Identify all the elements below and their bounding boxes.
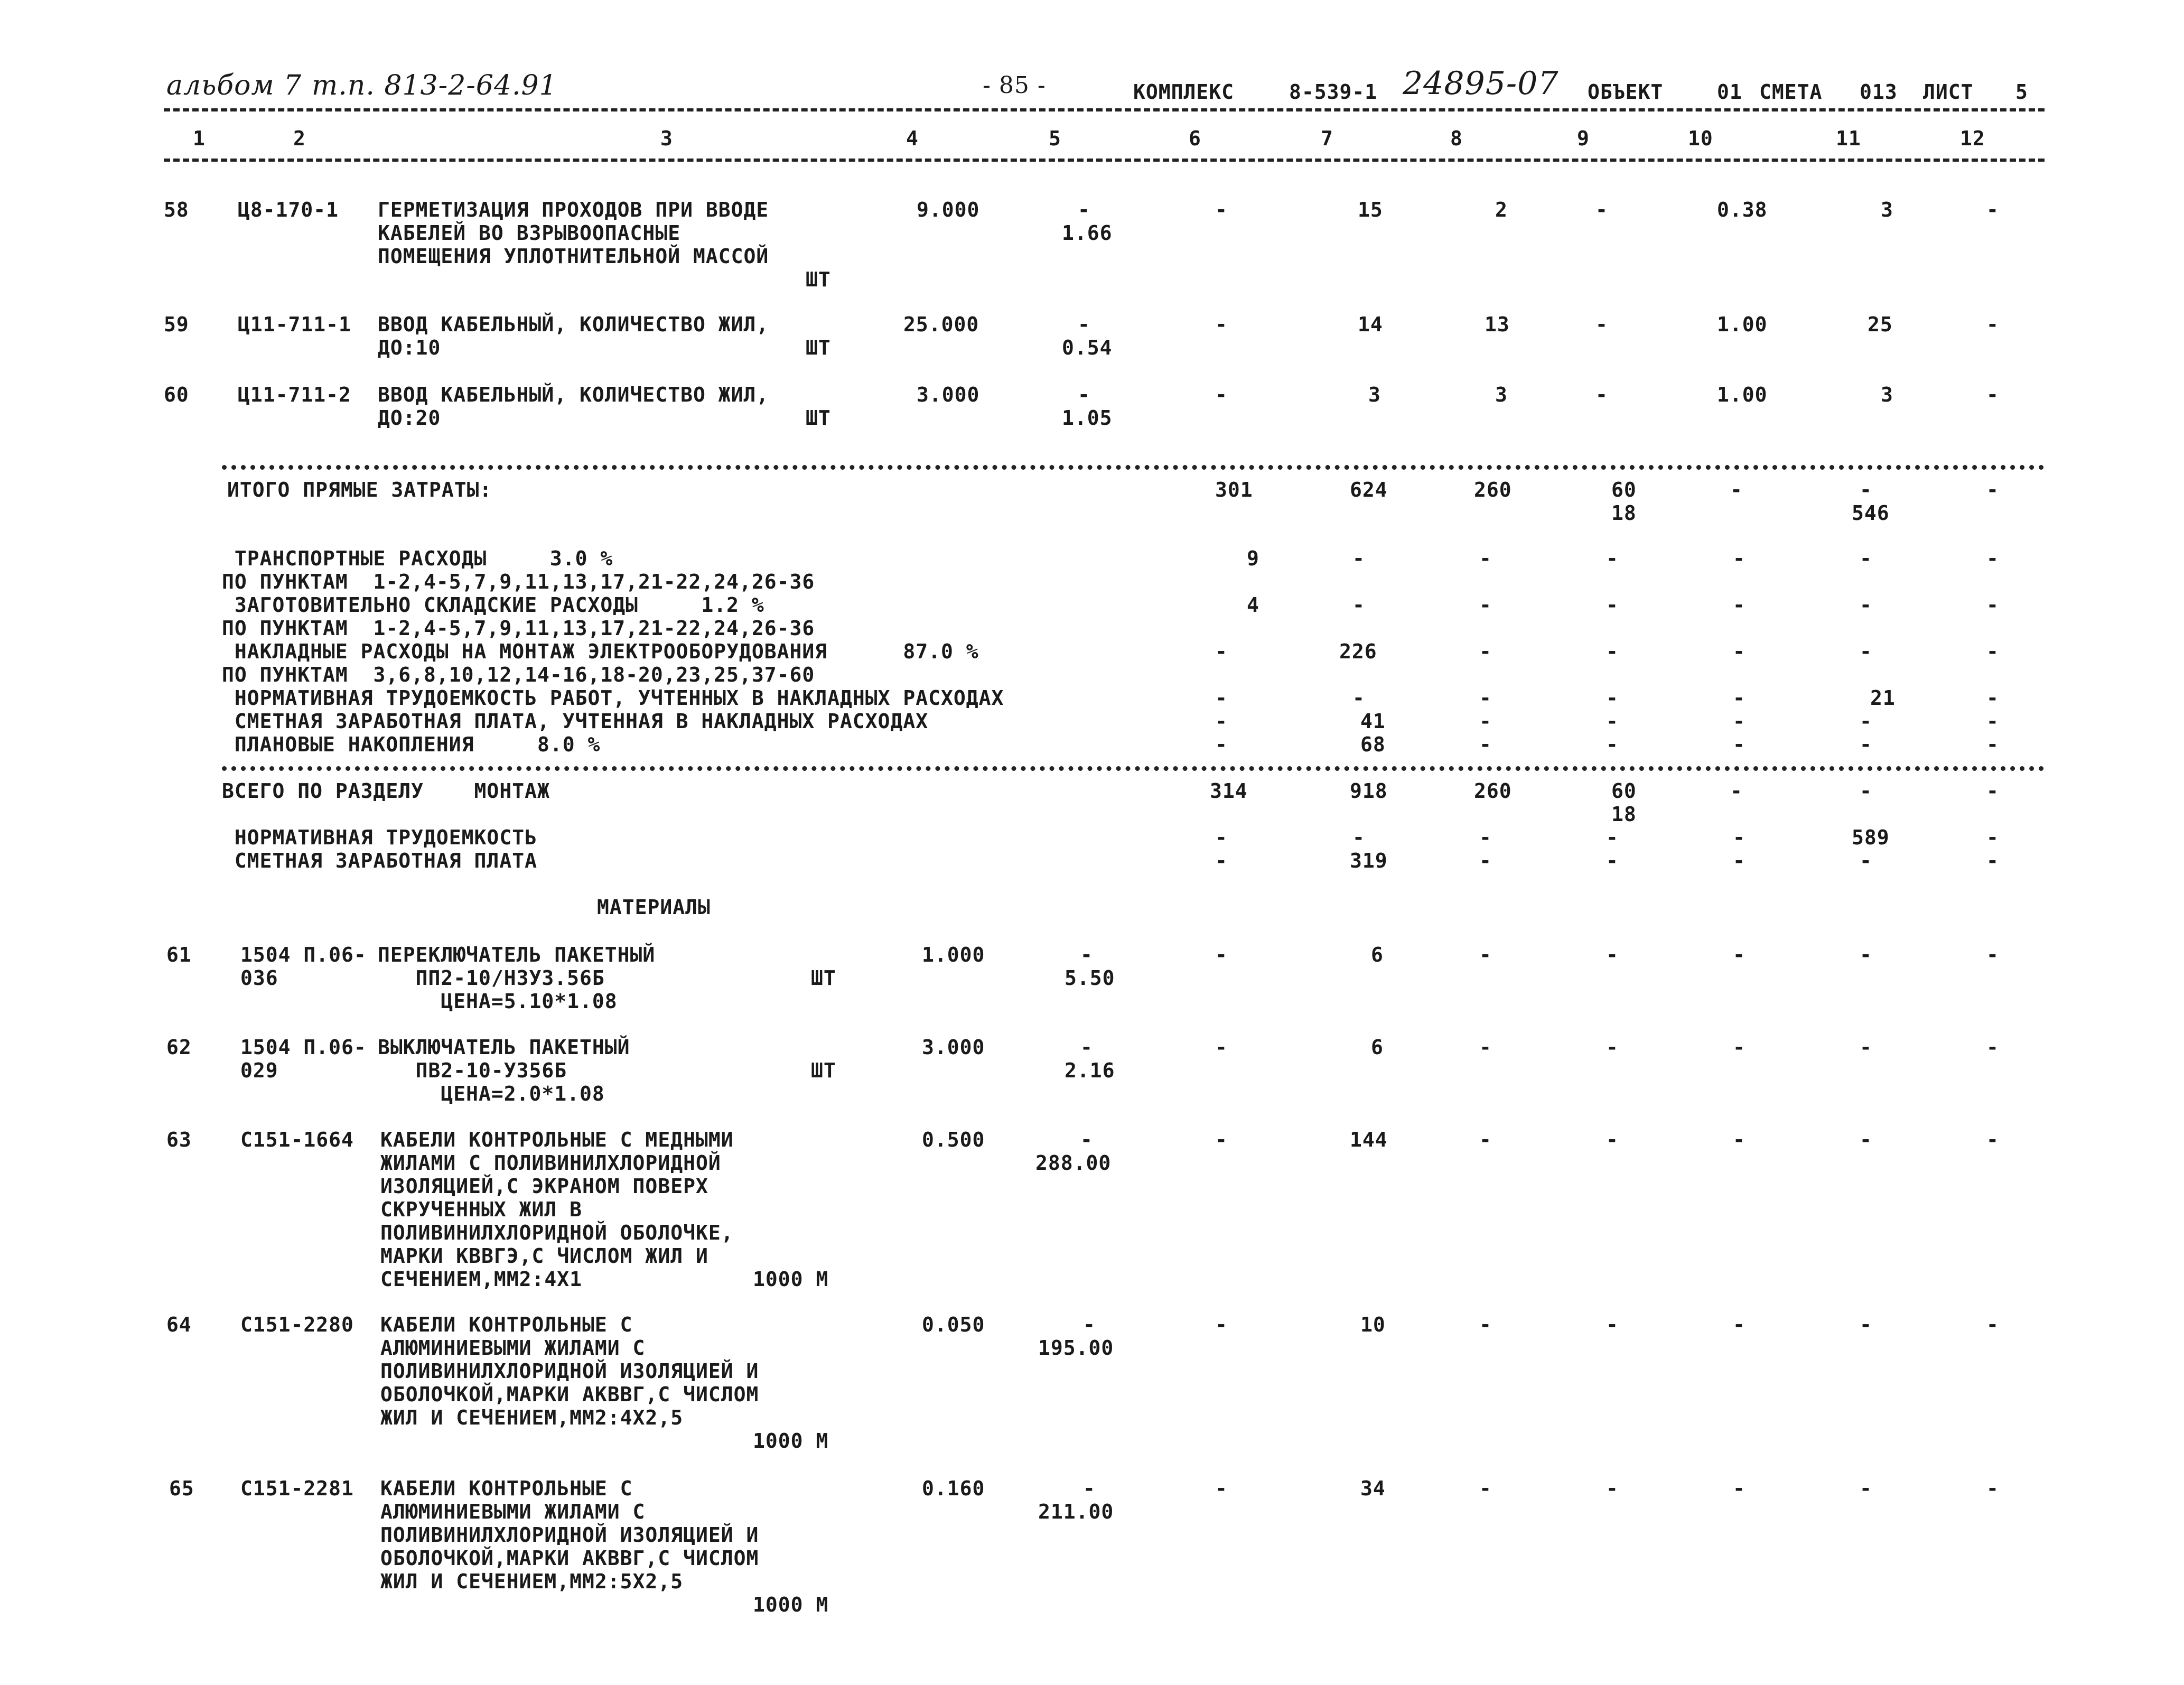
tp-number: т.п. 813-2-64.91: [312, 70, 557, 101]
row-unit: ШТ: [806, 406, 831, 430]
col-11: 11: [1836, 127, 1861, 150]
row-c7: 3: [1368, 383, 1381, 406]
complex-number: 24895-07: [1403, 65, 1559, 102]
row-c8: 13: [1485, 313, 1510, 336]
vsego-c12: -: [1986, 779, 1999, 803]
row-c5: -: [1083, 1477, 1096, 1500]
header-rule-top: [164, 108, 2045, 111]
row-code: Ц11-711-1: [238, 313, 351, 336]
overhead-c6: -: [1215, 686, 1228, 710]
row-code: 1504 П.06-: [240, 943, 367, 966]
overhead-c9: -: [1606, 733, 1619, 756]
album-label: альбом 7: [166, 70, 302, 101]
col-1: 1: [193, 127, 206, 150]
row-c5: 211.00: [1038, 1500, 1114, 1523]
row-number: 65: [169, 1477, 194, 1500]
overhead-c6: 9: [1247, 547, 1259, 570]
itogo-c8: 260: [1474, 478, 1512, 501]
overhead-c7: -: [1352, 686, 1365, 710]
vsego-c11: -: [1860, 779, 1872, 803]
row-c6: -: [1215, 313, 1228, 336]
overhead-c8: -: [1479, 640, 1492, 663]
row-desc: КАБЕЛИ КОНТРОЛЬНЫЕ С: [380, 1313, 633, 1336]
col-6: 6: [1189, 127, 1201, 150]
row-c6: -: [1215, 1128, 1228, 1151]
overhead-c11: -: [1860, 593, 1872, 617]
row-code: 036: [240, 966, 278, 990]
row-c11: 25: [1868, 313, 1893, 336]
row-c10: -: [1733, 1036, 1746, 1059]
row-c5: 2.16: [1065, 1059, 1115, 1082]
overhead-c11: -: [1860, 640, 1872, 663]
overhead-c12: -: [1986, 547, 1999, 570]
vsego-c9: 60: [1611, 779, 1637, 803]
row-c6: -: [1215, 1477, 1228, 1500]
overhead-c10: -: [1733, 686, 1746, 710]
row-unit: ШТ: [811, 1059, 836, 1082]
overhead-c9: -: [1606, 710, 1619, 733]
row-qty: 0.050: [922, 1313, 985, 1336]
complex-label: КОМПЛЕКС: [1133, 80, 1235, 104]
col-9: 9: [1577, 127, 1590, 150]
row-c8: -: [1479, 1313, 1492, 1336]
zp-label: СМЕТНАЯ ЗАРАБОТНАЯ ПЛАТА: [222, 849, 537, 872]
row-number: 60: [164, 383, 189, 406]
object-number: 01: [1717, 80, 1742, 104]
row-c11: -: [1860, 1128, 1872, 1151]
overhead-c9: -: [1606, 686, 1619, 710]
itogo-c11: 546: [1852, 501, 1890, 525]
row-qty: 3.000: [922, 1036, 985, 1059]
row-c9: -: [1606, 1313, 1619, 1336]
vsego-label: ВСЕГО ПО РАЗДЕЛУ МОНТАЖ: [222, 779, 550, 803]
row-code: С151-2280: [240, 1313, 354, 1336]
overhead-c8: -: [1479, 686, 1492, 710]
norm-c6: -: [1215, 826, 1228, 849]
itogo-c6: 301: [1215, 478, 1253, 501]
row-c7: 14: [1358, 313, 1383, 336]
overhead-c6: -: [1215, 640, 1228, 663]
norm-c8: -: [1479, 826, 1492, 849]
zp-c7: 319: [1350, 849, 1388, 872]
row-desc: КАБЕЛЕЙ ВО ВЗРЫВООПАСНЫЕ: [378, 221, 681, 245]
zp-c6: -: [1215, 849, 1228, 872]
row-c10: -: [1733, 1128, 1746, 1151]
col-3: 3: [660, 127, 673, 150]
row-c8: 3: [1495, 383, 1508, 406]
row-c6: -: [1215, 943, 1228, 966]
materials-heading: МАТЕРИАЛЫ: [597, 896, 711, 919]
row-c8: -: [1479, 1128, 1492, 1151]
overhead-c12: -: [1986, 733, 1999, 756]
row-desc: АЛЮМИНИЕВЫМИ ЖИЛАМИ С: [380, 1336, 646, 1360]
row-unit: ШТ: [811, 966, 836, 990]
overhead-c10: -: [1733, 710, 1746, 733]
row-desc: ПОМЕЩЕНИЯ УПЛОТНИТЕЛЬНОЙ МАССОЙ: [378, 245, 769, 268]
zp-c9: -: [1606, 849, 1619, 872]
header-rule-bottom: [164, 159, 2045, 162]
section-divider: [222, 465, 2045, 470]
row-c11: -: [1860, 943, 1872, 966]
section-divider: [222, 766, 2045, 771]
overhead-text: СМЕТНАЯ ЗАРАБОТНАЯ ПЛАТА, УЧТЕННАЯ В НАКЛАДНЫХ РАСХОДАХ: [222, 710, 929, 733]
row-c8: -: [1479, 943, 1492, 966]
overhead-c8: -: [1479, 733, 1492, 756]
row-c6: -: [1215, 383, 1228, 406]
row-c12: -: [1986, 943, 1999, 966]
row-number: 61: [166, 943, 192, 966]
row-unit: 1000 М: [753, 1593, 829, 1616]
row-desc: ПЕРЕКЛЮЧАТЕЛЬ ПАКЕТНЫЙ: [378, 943, 656, 966]
row-qty: 3.000: [917, 383, 980, 406]
col-2: 2: [293, 127, 306, 150]
row-c9: -: [1595, 383, 1608, 406]
itogo-c9: 60: [1611, 478, 1637, 501]
row-desc: ВВОД КАБЕЛЬНЫЙ, КОЛИЧЕСТВО ЖИЛ,: [378, 383, 769, 406]
row-c12: -: [1986, 313, 1999, 336]
row-desc: МАРКИ КВВГЭ,С ЧИСЛОМ ЖИЛ И: [380, 1244, 708, 1268]
vsego-c8: 260: [1474, 779, 1512, 803]
overhead-c7: 68: [1360, 733, 1386, 756]
row-c7: 6: [1371, 1036, 1384, 1059]
row-code: Ц8-170-1: [238, 198, 339, 221]
row-c5: -: [1080, 943, 1093, 966]
norm-c12: -: [1986, 826, 1999, 849]
row-c9: -: [1606, 943, 1619, 966]
zp-c11: -: [1860, 849, 1872, 872]
row-c7: 15: [1358, 198, 1383, 221]
row-desc: АЛЮМИНИЕВЫМИ ЖИЛАМИ С: [380, 1500, 646, 1523]
overhead-c7: -: [1352, 547, 1365, 570]
row-c12: -: [1986, 1128, 1999, 1151]
row-desc: ВВОД КАБЕЛЬНЫЙ, КОЛИЧЕСТВО ЖИЛ,: [378, 313, 769, 336]
overhead-c11: -: [1860, 547, 1872, 570]
row-c9: -: [1606, 1036, 1619, 1059]
overhead-c7: 41: [1360, 710, 1386, 733]
overhead-text: ТРАНСПОРТНЫЕ РАСХОДЫ 3.0 %: [222, 547, 613, 570]
row-number: 64: [166, 1313, 192, 1336]
col-10: 10: [1688, 127, 1713, 150]
row-desc: ЦЕНА=2.0*1.08: [378, 1082, 605, 1105]
row-c5: -: [1080, 1128, 1093, 1151]
row-c11: 3: [1881, 383, 1893, 406]
row-c7: 6: [1371, 943, 1384, 966]
smeta-label: СМЕТА: [1759, 80, 1823, 104]
row-unit: ШТ: [806, 336, 831, 359]
row-unit: 1000 М: [753, 1429, 829, 1453]
row-qty: 0.160: [922, 1477, 985, 1500]
overhead-c11: -: [1860, 710, 1872, 733]
row-number: 62: [166, 1036, 192, 1059]
row-desc: КАБЕЛИ КОНТРОЛЬНЫЕ С МЕДНЫМИ: [380, 1128, 734, 1151]
norm-label: НОРМАТИВНАЯ ТРУДОЕМКОСТЬ: [222, 826, 537, 849]
row-c7: 144: [1350, 1128, 1388, 1151]
row-c8: -: [1479, 1036, 1492, 1059]
row-number: 59: [164, 313, 189, 336]
overhead-c8: -: [1479, 547, 1492, 570]
overhead-text: ПЛАНОВЫЕ НАКОПЛЕНИЯ 8.0 %: [222, 733, 601, 756]
row-c5: -: [1078, 313, 1090, 336]
row-c10: 1.00: [1717, 383, 1768, 406]
row-desc: ПОЛИВИНИЛХЛОРИДНОЙ ОБОЛОЧКЕ,: [380, 1221, 734, 1244]
row-desc: ЖИЛАМИ С ПОЛИВИНИЛХЛОРИДНОЙ: [380, 1151, 721, 1175]
row-c5: 1.05: [1062, 406, 1113, 430]
row-c10: 0.38: [1717, 198, 1768, 221]
row-desc: ДО:20: [378, 406, 441, 430]
row-c5: -: [1083, 1313, 1096, 1336]
row-c11: -: [1860, 1036, 1872, 1059]
overhead-c9: -: [1606, 640, 1619, 663]
overhead-text: ПО ПУНКТАМ 1-2,4-5,7,9,11,13,17,21-22,24,26-36: [222, 617, 815, 640]
row-unit: ШТ: [806, 268, 831, 291]
row-c9: -: [1606, 1477, 1619, 1500]
row-desc: ОБОЛОЧКОЙ,МАРКИ АКВВГ,С ЧИСЛОМ: [380, 1547, 759, 1570]
row-c12: -: [1986, 383, 1999, 406]
vsego-c7: 918: [1350, 779, 1388, 803]
row-c9: -: [1595, 313, 1608, 336]
overhead-c12: -: [1986, 710, 1999, 733]
overhead-c11: -: [1860, 733, 1872, 756]
overhead-c7: 226: [1339, 640, 1377, 663]
smeta-number: 013: [1860, 80, 1898, 104]
row-c6: -: [1215, 198, 1228, 221]
row-desc: ГЕРМЕТИЗАЦИЯ ПРОХОДОВ ПРИ ВВОДЕ: [378, 198, 769, 221]
row-c10: -: [1733, 1313, 1746, 1336]
vsego-c10: -: [1730, 779, 1743, 803]
overhead-c8: -: [1479, 593, 1492, 617]
col-4: 4: [906, 127, 919, 150]
itogo-c9: 18: [1611, 501, 1637, 525]
itogo-c10: -: [1730, 478, 1743, 501]
overhead-text: НОРМАТИВНАЯ ТРУДОЕМКОСТЬ РАБОТ, УЧТЕННЫХ В НАКЛАДНЫХ РАСХОДАХ: [222, 686, 1004, 710]
vsego-c9: 18: [1611, 803, 1637, 826]
row-qty: 1.000: [922, 943, 985, 966]
row-desc: КАБЕЛИ КОНТРОЛЬНЫЕ С: [380, 1477, 633, 1500]
row-c6: -: [1215, 1036, 1228, 1059]
row-desc: ИЗОЛЯЦИЕЙ,С ЭКРАНОМ ПОВЕРХ: [380, 1175, 708, 1198]
row-c5: -: [1080, 1036, 1093, 1059]
overhead-c10: -: [1733, 640, 1746, 663]
row-qty: 9.000: [917, 198, 980, 221]
row-c10: -: [1733, 1477, 1746, 1500]
overhead-text: ПО ПУНКТАМ 3,6,8,10,12,14-16,18-20,23,25,37-60: [222, 663, 815, 686]
row-c12: -: [1986, 1036, 1999, 1059]
row-desc: ПОЛИВИНИЛХЛОРИДНОЙ ИЗОЛЯЦИЕЙ И: [380, 1523, 759, 1547]
row-desc: ЦЕНА=5.10*1.08: [378, 990, 618, 1013]
norm-c9: -: [1606, 826, 1619, 849]
col-5: 5: [1049, 127, 1061, 150]
row-desc: ЖИЛ И СЕЧЕНИЕМ,ММ2:4Х2,5: [380, 1406, 684, 1429]
row-c9: -: [1595, 198, 1608, 221]
row-c5: 1.66: [1062, 221, 1113, 245]
itogo-c11: -: [1860, 478, 1872, 501]
col-8: 8: [1450, 127, 1463, 150]
row-c9: -: [1606, 1128, 1619, 1151]
page-number: - 85 -: [983, 72, 1046, 99]
row-desc: СЕЧЕНИЕМ,ММ2:4Х1: [380, 1268, 583, 1291]
norm-c10: -: [1733, 826, 1746, 849]
row-c11: -: [1860, 1313, 1872, 1336]
row-c7: 10: [1360, 1313, 1386, 1336]
col-12: 12: [1960, 127, 1985, 150]
row-c12: -: [1986, 1313, 1999, 1336]
complex-code: 8-539-1: [1289, 80, 1378, 104]
row-code: 1504 П.06-: [240, 1036, 367, 1059]
vsego-c6: 314: [1210, 779, 1248, 803]
zp-c12: -: [1986, 849, 1999, 872]
row-c5: 5.50: [1065, 966, 1115, 990]
row-c10: 1.00: [1717, 313, 1768, 336]
overhead-c10: -: [1733, 547, 1746, 570]
row-c8: -: [1479, 1477, 1492, 1500]
itogo-c7: 624: [1350, 478, 1388, 501]
overhead-c6: -: [1215, 733, 1228, 756]
row-desc: ДО:10: [378, 336, 441, 359]
overhead-c7: -: [1352, 593, 1365, 617]
row-c5: 288.00: [1035, 1151, 1112, 1175]
row-code: С151-1664: [240, 1128, 354, 1151]
row-c5: 195.00: [1038, 1336, 1114, 1360]
zp-c10: -: [1733, 849, 1746, 872]
row-c7: 34: [1360, 1477, 1386, 1500]
row-c5: -: [1078, 383, 1090, 406]
row-desc: СКРУЧЕННЫХ ЖИЛ В: [380, 1198, 583, 1221]
overhead-c9: -: [1606, 593, 1619, 617]
norm-c7: -: [1352, 826, 1365, 849]
row-desc: ПВ2-10-У356Б: [378, 1059, 567, 1082]
overhead-text: ЗАГОТОВИТЕЛЬНО СКЛАДСКИЕ РАСХОДЫ 1.2 %: [222, 593, 764, 617]
overhead-c10: -: [1733, 733, 1746, 756]
zp-c8: -: [1479, 849, 1492, 872]
norm-c11: 589: [1852, 826, 1890, 849]
row-c12: -: [1986, 1477, 1999, 1500]
overhead-c12: -: [1986, 686, 1999, 710]
row-c10: -: [1733, 943, 1746, 966]
row-qty: 0.500: [922, 1128, 985, 1151]
row-c11: 3: [1881, 198, 1893, 221]
itogo-label: ИТОГО ПРЯМЫЕ ЗАТРАТЫ:: [227, 478, 492, 501]
col-7: 7: [1321, 127, 1333, 150]
overhead-c6: -: [1215, 710, 1228, 733]
row-c11: -: [1860, 1477, 1872, 1500]
row-desc: ЖИЛ И СЕЧЕНИЕМ,ММ2:5Х2,5: [380, 1570, 684, 1593]
row-desc: ВЫКЛЮЧАТЕЛЬ ПАКЕТНЫЙ: [378, 1036, 630, 1059]
row-qty: 25.000: [903, 313, 979, 336]
row-c8: 2: [1495, 198, 1508, 221]
overhead-c8: -: [1479, 710, 1492, 733]
row-code: С151-2281: [240, 1477, 354, 1500]
row-c12: -: [1986, 198, 1999, 221]
overhead-text: НАКЛАДНЫЕ РАСХОДЫ НА МОНТАЖ ЭЛЕКТРООБОРУДОВАНИЯ 87.0 %: [222, 640, 979, 663]
row-number: 63: [166, 1128, 192, 1151]
row-c5: 0.54: [1062, 336, 1113, 359]
row-c5: -: [1078, 198, 1090, 221]
overhead-c6: 4: [1247, 593, 1259, 617]
row-unit: 1000 М: [753, 1268, 829, 1291]
row-desc: ПОЛИВИНИЛХЛОРИДНОЙ ИЗОЛЯЦИЕЙ И: [380, 1360, 759, 1383]
overhead-c9: -: [1606, 547, 1619, 570]
overhead-c12: -: [1986, 640, 1999, 663]
overhead-c12: -: [1986, 593, 1999, 617]
row-code: 029: [240, 1059, 278, 1082]
object-label: ОБЪЕКТ: [1588, 80, 1664, 104]
row-desc: ОБОЛОЧКОЙ,МАРКИ АКВВГ,С ЧИСЛОМ: [380, 1383, 759, 1406]
row-c6: -: [1215, 1313, 1228, 1336]
overhead-c10: -: [1733, 593, 1746, 617]
row-number: 58: [164, 198, 189, 221]
row-desc: ПП2-10/Н3У3.56Б: [378, 966, 605, 990]
itogo-c12: -: [1986, 478, 1999, 501]
sheet-number: 5: [2015, 80, 2028, 104]
sheet-label: ЛИСТ: [1923, 80, 1974, 104]
overhead-text: ПО ПУНКТАМ 1-2,4-5,7,9,11,13,17,21-22,24,26-36: [222, 570, 815, 593]
row-code: Ц11-711-2: [238, 383, 351, 406]
overhead-c11: 21: [1870, 686, 1896, 710]
